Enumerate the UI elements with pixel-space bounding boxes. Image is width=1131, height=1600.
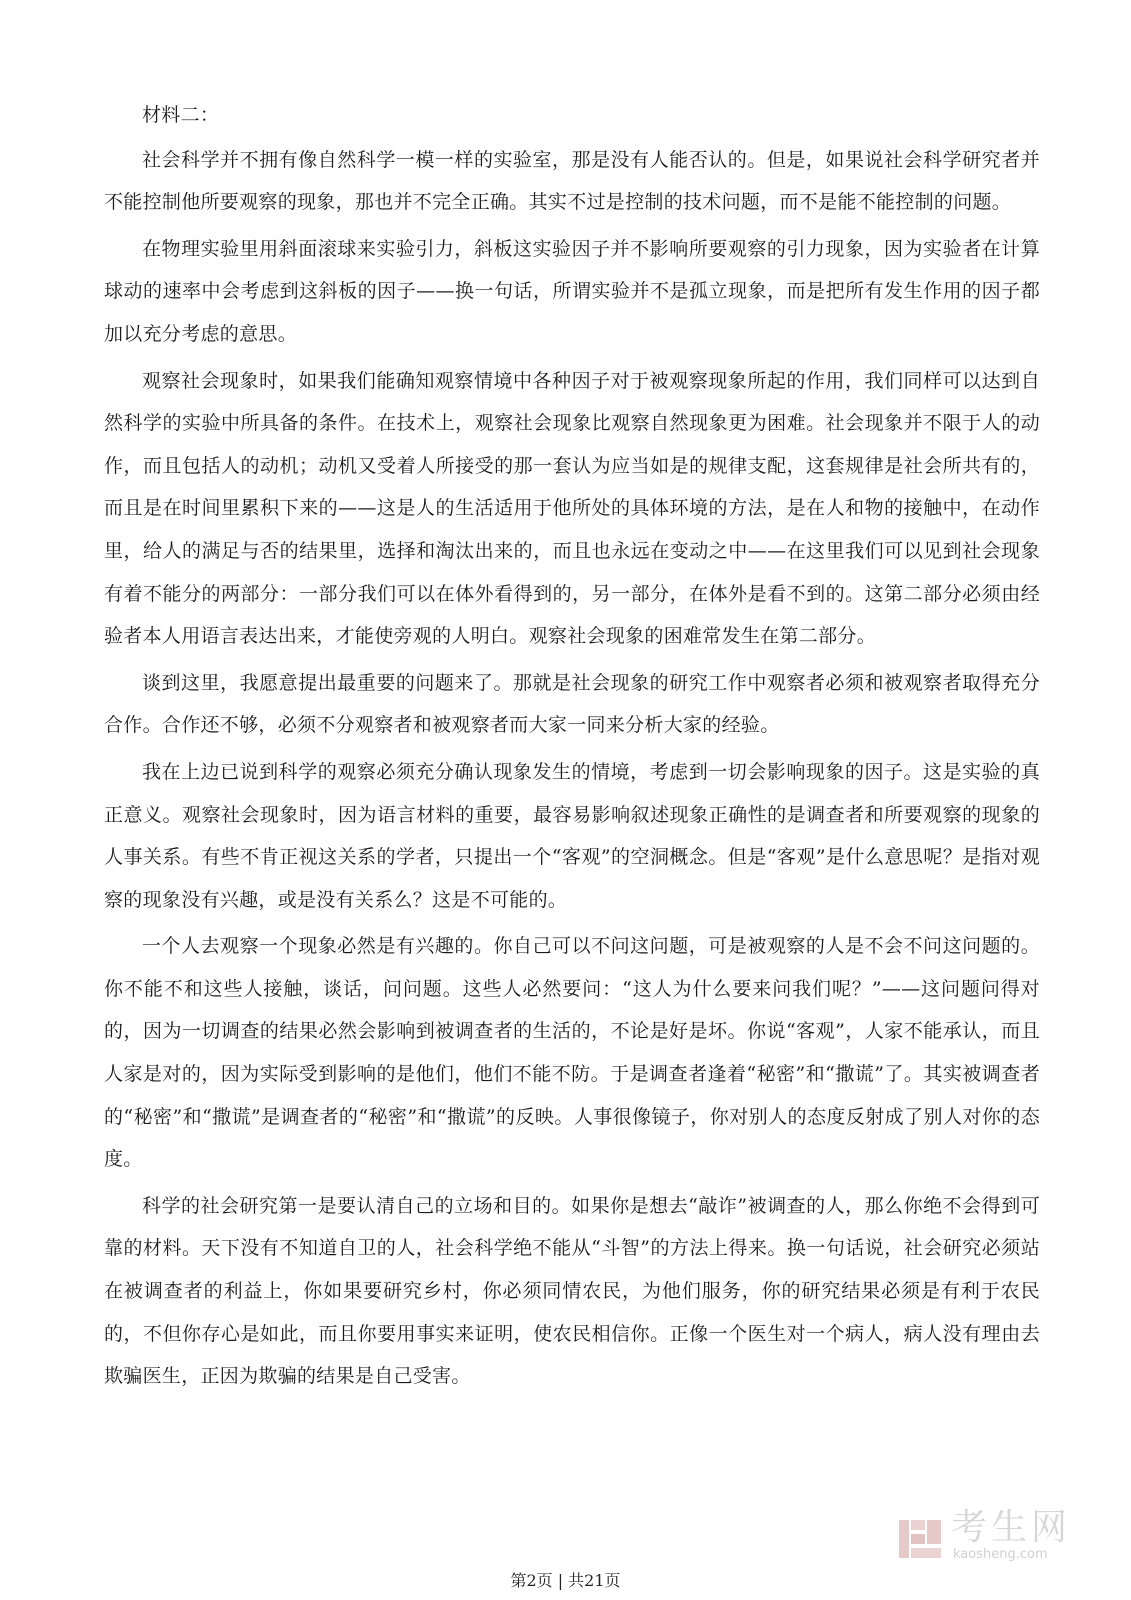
document-body (104, 94, 1040, 1402)
watermark-url: kaosheng.com (952, 1547, 1048, 1562)
paragraph-4: 谈到这里，我愿意提出最重要的问题来了。那就是社会现象的研究工作中观察者必须和被观察者取得充分合作。合作还不够，必须不分观察者和被观察者而大家一同来分析大家的经验。 (104, 671, 1040, 737)
page-footer: 第2页 | 共21页 (510, 1571, 621, 1590)
paragraph-7: 科学的社会研究第一是要认清自己的立场和目的。如果你是想去“敲诈”被调查的人，那么你绝不会得到可靠的材料。天下没有不知道自卫的人，社会科学绝不能从“斗智”的方法上得来。换一句话说，社会研究必须站在被调查者的利益上，你如果要研究乡村，你必须同情农民，为他们服务，你的研究结果必须是有利于农民的，不但你存心是如此，而且你要用事实来证明，使农民相信你。正像一个医生对一个病人，病人没有理由去欺骗医生，正因为欺骗的结果是自己受害。 (104, 1194, 1040, 1388)
paragraph-2: 在物理实验里用斜面滚球来实验引力，斜板这实验因子并不影响所要观察的引力现象，因为实验者在计算球动的速率中会考虑到这斜板的因子——换一句话，所谓实验并不是孤立现象，而是把所有发生作用的因子都加以充分考虑的意思。 (104, 237, 1040, 345)
paragraph-1: 社会科学并不拥有像自然科学一模一样的实验室，那是没有人能否认的。但是，如果说社会科学研究者并不能控制他所要观察的现象，那也并不完全正确。其实不过是控制的技术问题，而不是能不能控制的问题。 (104, 148, 1040, 214)
material-heading: 材料二： (142, 104, 220, 126)
paragraph-5: 我在上边已说到科学的观察必须充分确认现象发生的情境，考虑到一切会影响现象的因子。这是实验的真正意义。观察社会现象时，因为语言材料的重要，最容易影响叙述现象正确性的是调查者和所要观察的现象的人事关系。有些不肯正视这关系的学者，只提出一个“客观”的空洞概念。但是“客观”是什么意思呢？是指对观察的现象没有兴趣，或是没有关系么？这是不可能的。 (104, 760, 1040, 911)
kaosheng-logo-icon (897, 1516, 943, 1562)
paragraph-3: 观察社会现象时，如果我们能确知观察情境中各种因子对于被观察现象所起的作用，我们同样可以达到自然科学的实验中所具备的条件。在技术上，观察社会现象比观察自然现象更为困难。社会现象并不限于人的动作，而且包括人的动机；动机又受着人所接受的那一套认为应当如是的规律支配，这套规律是社会所共有的，而且是在时间里累积下来的——这是人的生活适用于他所处的具体环境的方法，是在人和物的接触中，在动作里，给人的满足与否的结果里，选择和淘汰出来的，而且也永远在变动之中——在这里我们可以见到社会现象有着不能分的两部分：一部分我们可以在体外看得到的，另一部分，在体外是看不到的。这第二部分必须由经验者本人用语言表达出来，才能使旁观的人明白。观察社会现象的困难常发生在第二部分。 (104, 369, 1040, 648)
watermark-brand: 考生网 (950, 1507, 1071, 1548)
paragraph-6: 一个人去观察一个现象必然是有兴趣的。你自己可以不问这问题，可是被观察的人是不会不问这问题的。你不能不和这些人接触，谈话，问问题。这些人必然要问：“这人为什么要来问我们呢？”——这问题问得对的，因为一切调查的结果必然会影响到被调查者的生活的，不论是好是坏。你说“客观”，人家不能承认，而且人家是对的，因为实际受到影响的是他们，他们不能不防。于是调查者逢着“秘密”和“撒谎”了。其实被调查者的“秘密”和“撒谎”是调查者的“秘密”和“撒谎”的反映。人事很像镜子，你对别人的态度反射成了别人对你的态度。 (104, 935, 1040, 1171)
watermark (897, 1508, 1071, 1562)
